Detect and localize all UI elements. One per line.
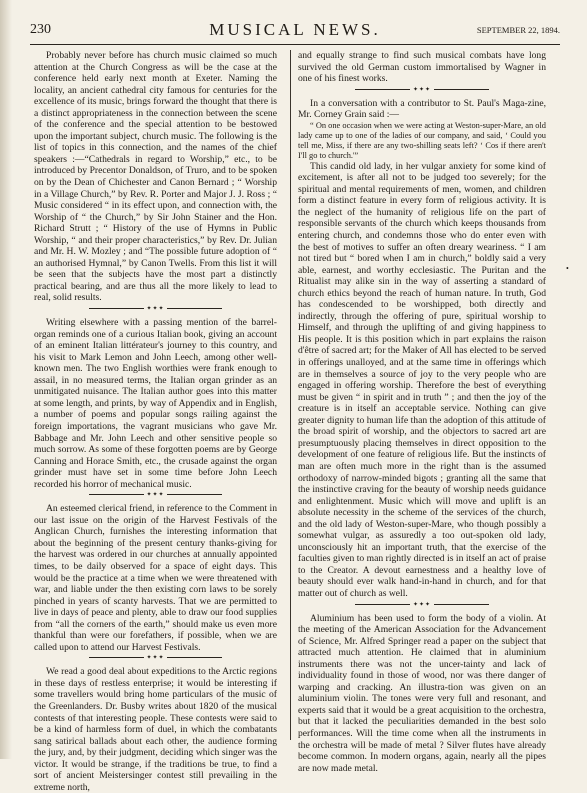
page-edge-shadow [0, 0, 12, 759]
section-separator: ✦✦✦ [34, 655, 277, 662]
page-header [30, 20, 560, 42]
article-harvest-festivals: An esteemed clerical friend, in reference to the Comment in our last issue on the origin of the Harvest Festivals of the Anglican Church, furnishes the interesting information that about the beginning of the present century thanks-giving for the harvest was ordered in our churches at annually appointed times, to be daily observed for a space of eight days. This would be the practice at a time when we were threatened with war, and liable under the then existing corn laws to be sorely pinched in years of scanty harvests. That we are permitted to live in days of peace and plenty, able to draw our food supplies from “all the corners of the earth,” should make us even more thankful than were our forefathers, if possible, when we are called upon to attend our Harvest Festivals. [34, 503, 277, 653]
publication-title: MUSICAL NEWS. [209, 20, 381, 39]
article-arctic-music-continued: and equally strange to find such musical combats have long survived the old German custom immortalised by Wagner in one of his finest works. [298, 50, 546, 85]
article-barrel-organ: Writing elsewhere with a passing mention of the barrel-organ reminds one of a curious Italian book, giving an account of an eminent Italian littérateur's journey to this country, and his visit to Mark Lemon and John Leech, among other well-known men. The two English worthies were frank enough to assail, in no measured terms, the Italian organ grinder as an unmitigated nuisance. The Italian author goes into this matter at some length, and prints, by way of Appendix and in English, a number of poems and popular songs railing against the foreign importations, the vagrant musicians who gave Mr. Babbage and Mr. John Leech and other sensitive people so much sorrow. As some of these forgotten poems are by George Canning and Horace Smith, etc., the crusade against the organ grinder must have set in some time before John Leech recorded his horror of mechanical music. [34, 317, 277, 490]
section-separator: ✦✦✦ [298, 602, 546, 609]
section-separator: ✦✦✦ [34, 306, 277, 313]
page-number: 230 [30, 22, 51, 37]
article-corney-grain-intro: In a conversation with a contributor to St. Paul's Maga-zine, Mr. Corney Grain said :— [298, 97, 546, 121]
margin-mark: • [566, 264, 569, 273]
section-separator: ✦✦✦ [34, 492, 277, 499]
article-corney-grain-body: This candid old lady, in her vulgar anxiety for some kind of excitement, is after all not to be judged too severely; for the spiritual and mental requirements of men, women, and children form a distinct feature in every form of religious activity. It is the neglect of the humanity of religious life on the part of responsible servants of the church which keeps thousands from entering church, and condemns those who do enter even with the best of motives to suffer an often dreary weariness. “ I am not tired but “ bored when I am in church,” boldly said a very able, earnest, and worthy ecclesiastic. The Puritan and the Ritualist may alike sin in the way of asserting a standard of church ethics beyond the reach of human nature. In truth, God has condescended to be worshipped, both directly and indirectly, through the offering of pure, spiritual worship to Himself, and through the uplifting of and giving happiness to His people. It is this position which in part explains the raison d'être of sacred art; for the Maker of All has elected to be served in offerings unalloyed, and at the same time in offerings which are in themselves a source of joy to the very people who are engaged in offering worship. Therefore the best of everything must be given “ in spirit and in truth ” ; and then the joy of the creature is in itself an acceptable service. Nothing can give greater dignity to human life than the adoption of this attitude of the broad spirit of worship, and the objectors to sacred art are presumptuously placing themselves in direct opposition to the development of one feature of religious life. But the instincts of man are often much more in the right than is the assumed orthodoxy of narrow-minded bigots ; granting all the same that the instinctive craving for the beauty of worship needs guidance and enlightenment. Music which will move and uplift is an absolute necessity in the scheme of the services of the church, and the old lady of Weston-super-Mare, who though possibly a somewhat vulgar, as assuredly a too out-spoken old lady, unconsciously hit an important truth, that the exercise of the faculties given to man rightly directed is in itself an act of praise to the Creator. A devout earnestness and a healthy love of beauty should ever walk hand-in-hand in church, and for that matter out of church as well. [298, 160, 546, 599]
article-arctic-music: We read a good deal about expeditions to the Arctic regions in these days of restless enterprise; it would be interesting if some travellers would bring home particulars of the music of the Greenlanders. Dr. Busby writes about 1820 of the musical contests of that interesting people. These contests were said to be a kind of harmless form of duel, in which the combatants sang satirical ballads about each other, the audience forming the jury, and, by their judgment, deciding which singer was the victor. It would be strange, if the traditions be true, to find a sort of ancient Meistersinger contest still prevailing in the extreme north, [34, 666, 277, 793]
right-column [298, 50, 546, 774]
column-divider [290, 50, 291, 740]
article-aluminium-violin: Aluminium has been used to form the body of a violin. At the meeting of the American Association for the Advancement of Science, Mr. Alfred Springer read a paper on the subject that attracted much attention. He claimed that in aluminium instruments there was not the uncer-tainty and lack of individuality found in those of wood, nor was there danger of warping and cracking. An illustra-tion was given on an aluminium violin. The tones were very full and resonant, and experts said that it would be a great acquisition to the orchestra, but that it lacked the peculiarities demanded in the best solo performances. Will the time come when all the instruments in the orchestra will be made of metal ? Silver flutes have already become common. In modern organs, again, nearly all the pipes are now made metal. [298, 612, 546, 774]
quotation: “ On one occasion when we were acting at Weston-super-Mare, an old lady came up to one of the ladies of our company, and said, ‘ Could you tell me, Miss, if there are any two-shilling seats left? ‘ Cos if there aren't I'll go to church.'” [298, 120, 546, 160]
left-column [34, 50, 277, 793]
header-rule [30, 44, 560, 45]
issue-date: SEPTEMBER 22, 1894. [476, 25, 560, 35]
section-separator: ✦✦✦ [298, 87, 546, 94]
article-church-congress: Probably never before has church music claimed so much attention at the Church Congress as will be the case at the conference held early next month at Exeter. Naming the locality, an ancient cathedral city famous for centuries for the excellence of its music, brings forward the thought that there is a distinct appropriateness in the connection between the scene of the conference and the special attention to be bestowed upon the important subject, church music. The following is the list of topics in this connection, and the names of the chief speakers :—“Cathedrals in regard to Worship,” etc., to be introduced by Precentor Donaldson, of Truro, and to be spoken on by the Dean of Chichester and Canon Bernard ; “ Worship in a Village Church,” by Rev. R. Porter and Major J. J. Ross ; “ Music considered “ in its effect upon, and connection with, the Worship of “ the Church,” by Sir John Stainer and the Hon. Richard Strutt ; “ History of the use of Hymns in Public Worship, “ and their proper characteristics,” by Rev. Dr. Julian and Mr. H. W. Mozley ; and “The possible future adoption of “ an authorised Hymnal,” by Canon Twells. From this list it will be seen that the subjects have the most part a distinctly practical bearing, and are thus all the more likely to lead to real, solid results. [34, 50, 277, 304]
